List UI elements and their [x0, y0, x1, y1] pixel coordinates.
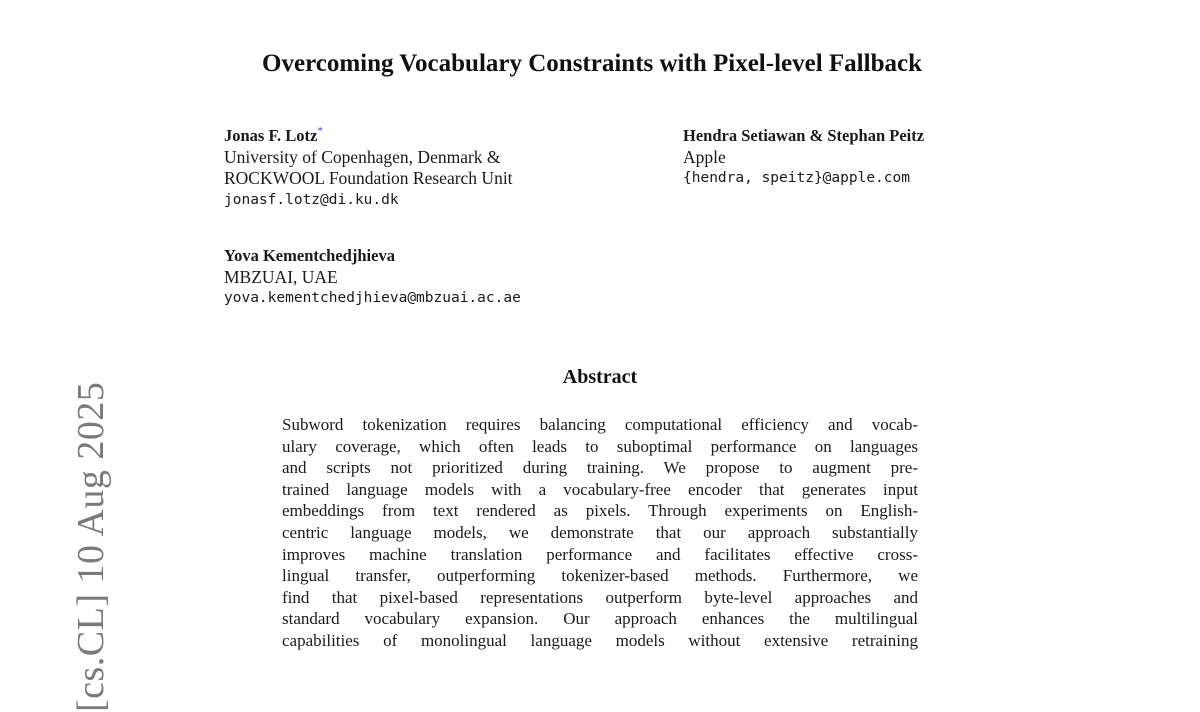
author-affiliation: Apple	[683, 146, 726, 167]
abstract-line: improves machine translation performance and facilitates effective cross-	[282, 544, 918, 564]
arxiv-stamp	[2, 0, 112, 712]
arxiv-stamp-text: [cs.CL] 10 Aug 2025	[70, 381, 112, 712]
author-block-2	[683, 125, 924, 190]
abstract-line: find that pixel-based representations outperform byte-level approaches and	[282, 587, 918, 607]
abstract-line: and scripts not prioritized during training. We propose to augment pre-	[282, 458, 918, 478]
footnote-mark[interactable]: *	[317, 125, 323, 138]
author-email: jonasf.lotz@di.ku.dk	[224, 191, 399, 208]
author-affiliation: MBZUAI, UAE	[224, 266, 338, 287]
author-affiliation: University of Copenhagen, Denmark &	[224, 146, 501, 167]
abstract-body	[282, 414, 918, 652]
abstract-heading: Abstract	[562, 366, 638, 388]
author-name: Hendra Setiawan & Stephan Peitz	[683, 126, 925, 145]
author-name: Jonas F. Lotz	[224, 126, 318, 145]
author-affiliation: ROCKWOOL Foundation Research Unit	[224, 168, 513, 188]
abstract-line: standard vocabulary expansion. Our approach enhances the multilingual	[282, 609, 918, 629]
paper-title: Overcoming Vocabulary Constraints with Pixel-level Fallback	[262, 50, 922, 77]
abstract-line: Subword tokenization requires balancing computational efficiency and vocab-	[282, 415, 918, 434]
author-block-1	[224, 125, 513, 211]
abstract-line: capabilities of monolingual language models without extensive retraining	[282, 630, 918, 650]
abstract-line: ulary coverage, which often leads to suboptimal performance on languages	[282, 436, 918, 456]
abstract-line: centric language models, we demonstrate that our approach substantially	[282, 522, 918, 542]
abstract-line: lingual transfer, outperforming tokenizer-based methods. Furthermore, we	[282, 566, 918, 586]
author-block-3	[224, 245, 521, 310]
author-name: Yova Kementchedjhieva	[224, 246, 395, 265]
author-email: yova.kementchedjhieva@mbzuai.ac.ae	[224, 290, 521, 306]
author-email: {hendra, speitz}@apple.com	[683, 170, 910, 186]
abstract-line: trained language models with a vocabulary-free encoder that generates input	[282, 479, 918, 499]
abstract-line: embeddings from text rendered as pixels. Through experiments on English-	[282, 501, 918, 521]
